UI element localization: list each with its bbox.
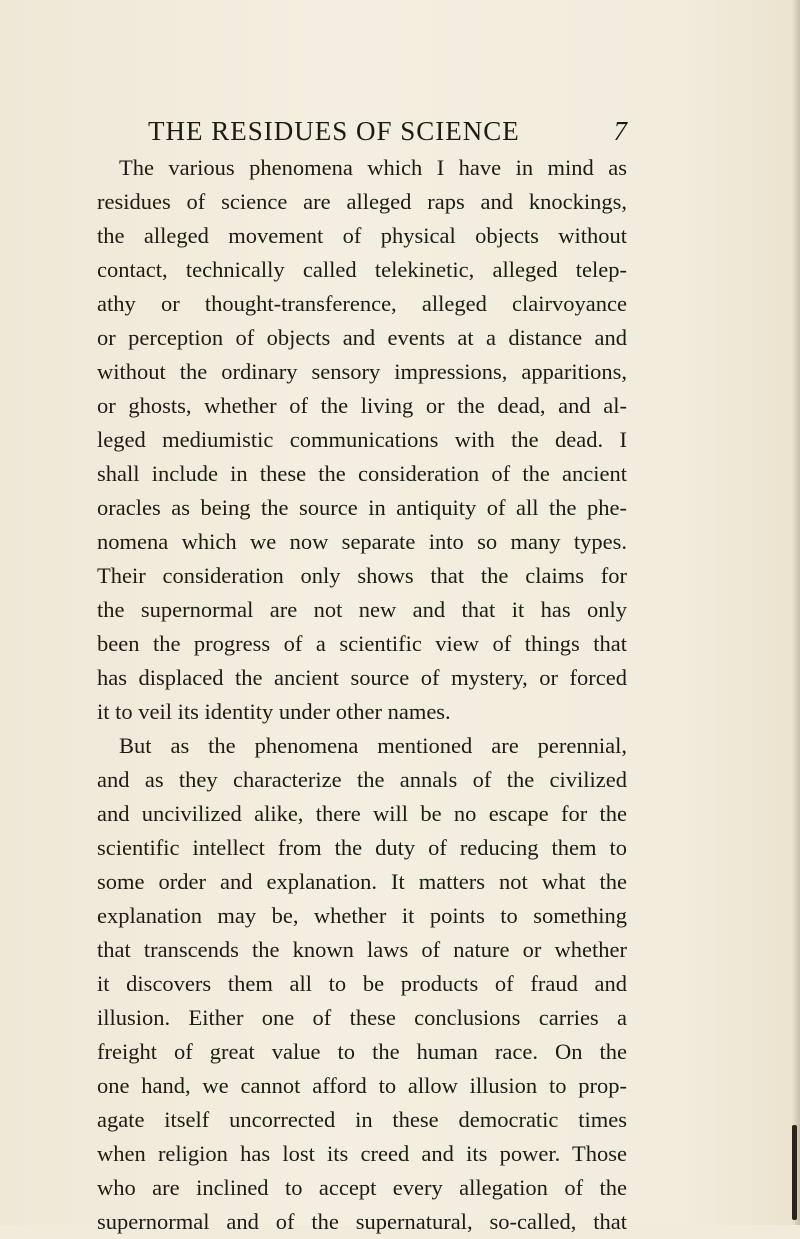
text-line: nomena which we now separate into so many types. [97, 529, 627, 554]
text-line: But as the phenomena mentioned are perennial, [119, 733, 627, 758]
text-line: and as they characterize the annals of the civilized [97, 767, 627, 792]
page-number: 7 [613, 116, 628, 146]
text-line: oracles as being the source in antiquity of all the phe- [97, 495, 627, 520]
text-line: who are inclined to accept every allegation of the [97, 1175, 627, 1200]
text-line: the alleged movement of physical objects without [97, 223, 627, 248]
text-line: or ghosts, whether of the living or the dead, and al- [97, 393, 627, 418]
text-line: leged mediumistic communications with the dead. I [97, 427, 627, 452]
running-head-title: THE RESIDUES OF SCIENCE [148, 116, 520, 146]
text-line: it discovers them all to be products of fraud and [97, 971, 627, 996]
text-line: has displaced the ancient source of mystery, or forced [97, 665, 627, 690]
body-text [97, 151, 627, 1239]
running-head [148, 116, 628, 152]
text-line: it to veil its identity under other names. [97, 699, 451, 724]
text-line: agate itself uncorrected in these democratic times [97, 1107, 627, 1132]
text-line: one hand, we cannot afford to allow illusion to prop- [97, 1073, 627, 1098]
text-line: the supernormal are not new and that it has only [97, 597, 627, 622]
text-line: when religion has lost its creed and its power. Those [97, 1141, 627, 1166]
text-line: scientific intellect from the duty of reducing them to [97, 835, 627, 860]
text-line: freight of great value to the human race. On the [97, 1039, 627, 1064]
page-edge-shadow [792, 0, 800, 1225]
text-line: residues of science are alleged raps and knockings, [97, 189, 627, 214]
text-line: and uncivilized alike, there will be no escape for the [97, 801, 627, 826]
page-edge-mark [792, 1125, 797, 1220]
text-line: contact, technically called telekinetic, alleged telep- [97, 257, 627, 282]
text-line: explanation may be, whether it points to something [97, 903, 627, 928]
text-line: without the ordinary sensory impressions, apparitions, [97, 359, 627, 384]
text-line: The various phenomena which I have in mind as [119, 155, 627, 180]
text-line: supernormal and of the supernatural, so-called, that [97, 1209, 627, 1234]
text-line: athy or thought-transference, alleged clairvoyance [97, 291, 627, 316]
text-line: shall include in these the consideration of the ancient [97, 461, 627, 486]
text-line: some order and explanation. It matters not what the [97, 869, 627, 894]
text-line: that transcends the known laws of nature or whether [97, 937, 627, 962]
text-line: or perception of objects and events at a distance and [97, 325, 627, 350]
text-line: Their consideration only shows that the claims for [97, 563, 627, 588]
text-line: been the progress of a scientific view of things that [97, 631, 627, 656]
text-line: illusion. Either one of these conclusions carries a [97, 1005, 627, 1030]
